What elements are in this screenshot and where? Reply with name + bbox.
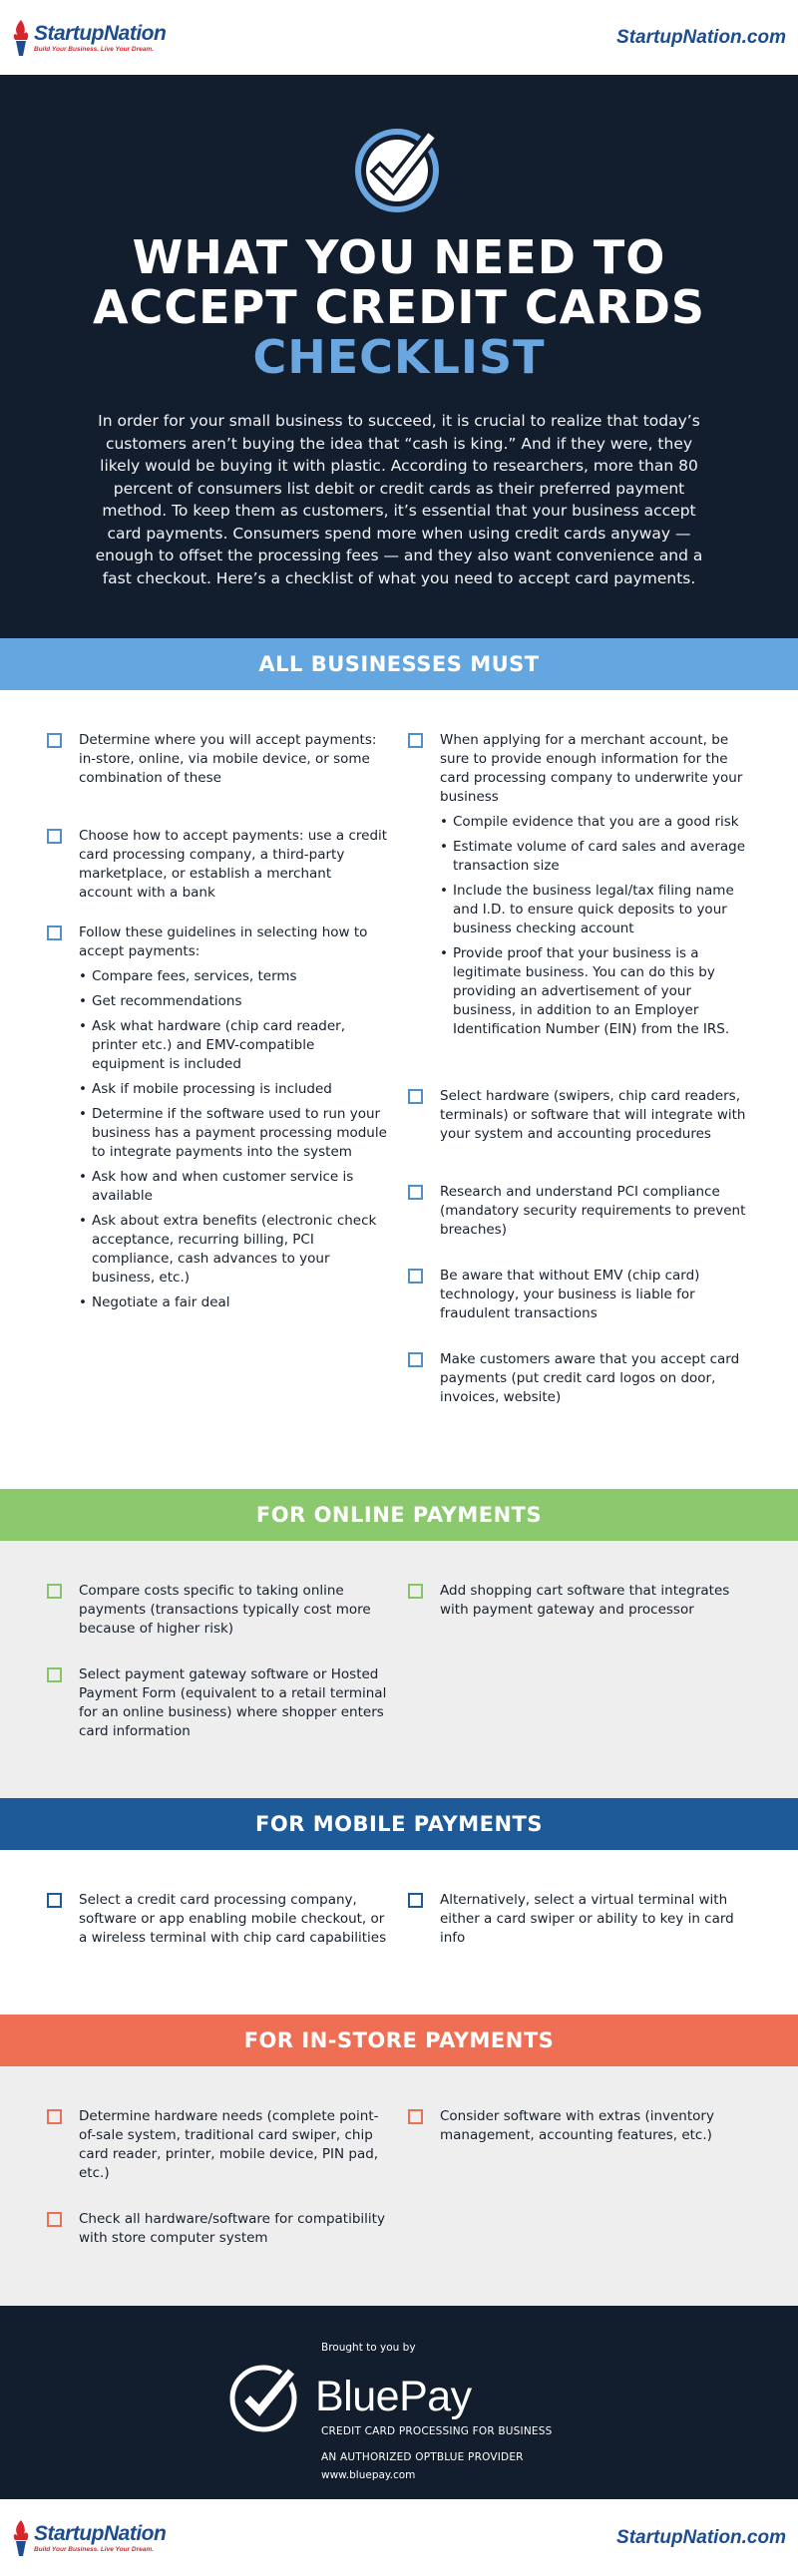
checkbox[interactable] [47,1667,62,1682]
checkbox[interactable] [47,925,62,940]
item-text: Add shopping cart software that integrates with payment gateway and processor [440,1583,730,1618]
torch-icon [10,18,32,58]
checklist-item [47,827,391,903]
item-text: Check all hardware/software for compatibility with store computer system [79,2211,385,2246]
sub-list [440,813,749,1039]
sub-item: • Estimate volume of card sales and average transaction size [440,838,749,876]
sub-item: • Include the business legal/tax filing name and I.D. to ensure quick deposits to your business checking account [440,882,749,938]
checklist-item [408,1087,752,1144]
item-label: Follow these guidelines in selecting how to accept payments: [79,924,368,959]
checkbox[interactable] [408,733,423,748]
checkbox[interactable] [408,1352,423,1367]
checkbox[interactable] [408,1893,423,1908]
checkbox[interactable] [408,1089,423,1104]
startupnation-logo[interactable] [10,18,166,58]
checklist-item [47,731,391,788]
item-text [79,923,388,1318]
checklist-item [408,731,752,1045]
section-heading-instore: FOR IN-STORE PAYMENTS [0,2015,798,2066]
section-online [0,1541,798,1798]
bluepay-logo[interactable] [227,2358,472,2435]
checkbox[interactable] [47,1893,62,1908]
section-instore [0,2066,798,2306]
top-bar [0,0,798,75]
item-text: Research and understand PCI compliance (mandatory security requirements to prevent breaches) [440,1184,746,1238]
sub-item: • Ask how and when customer service is available [79,1168,388,1206]
checklist-item [47,2210,391,2248]
checklist-item [47,2107,391,2183]
logo-name: StartupNation [34,21,167,45]
item-text: Determine where you will accept payments: in-store, online, via mobile device, or some combination of these [79,732,377,786]
checklist-item [408,1582,752,1620]
item-text: Alternatively, select a virtual terminal with either a card swiper or ability to key in card info [440,1892,734,1946]
checklist-item [47,923,391,1318]
checkbox[interactable] [47,2212,62,2227]
title-line-1: WHAT YOU NEED TO [132,230,666,284]
brought-by-label: Brought to you by [321,2342,416,2354]
sub-item: • Determine if the software used to run your business has a payment processing module to integrate payments into the system [79,1105,388,1162]
site-link[interactable]: StartupNation.com [616,26,786,48]
sub-item: • Ask what hardware (chip card reader, printer etc.) and EMV-compatible equipment is included [79,1017,388,1074]
checkbox[interactable] [408,1584,423,1599]
item-text: Consider software with extras (inventory management, accounting features, etc.) [440,2108,714,2143]
checklist-item [408,1350,752,1407]
section-heading-online: FOR ONLINE PAYMENTS [0,1489,798,1541]
bluepay-url[interactable]: www.bluepay.com [321,2469,416,2481]
item-text [440,731,749,1045]
item-text: Determine hardware needs (complete point-of-sale system, traditional card swiper, chip card reader, printer, mobile device, PIN pad, etc.) [79,2108,379,2181]
sub-list [79,967,388,1312]
checklist-item [47,1891,391,1948]
item-label: When applying for a merchant account, be sure to provide enough information for the card processing company to underwrite your business [440,732,743,805]
bluepay-provider: AN AUTHORIZED OPTBLUE PROVIDER [321,2451,524,2463]
item-text: Select a credit card processing company, software or app enabling mobile checkout, or a wireless terminal with chip card capabilities [79,1892,387,1946]
item-text: Be aware that without EMV (chip card) technology, your business is liable for fraudulent transactions [440,1268,700,1321]
section-heading-mobile: FOR MOBILE PAYMENTS [0,1798,798,1850]
item-text: Make customers aware that you accept card payments (put credit card logos on door, invoices, website) [440,1351,740,1405]
checkbox[interactable] [47,2109,62,2124]
checklist-item [408,1891,752,1948]
site-link-footer[interactable]: StartupNation.com [616,2526,786,2548]
bottom-bar [0,2499,798,2576]
title-line-2: ACCEPT CREDIT CARDS [92,280,706,334]
checkbox[interactable] [47,733,62,748]
checklist-item [408,1183,752,1240]
page-title [0,232,798,382]
sub-item: • Ask if mobile processing is included [79,1080,388,1099]
logo-tagline: Build Your Business. Live Your Dream. [34,2545,154,2553]
hero-section [0,75,798,638]
title-line-3: CHECKLIST [252,330,546,384]
checklist-item [408,1267,752,1323]
sub-item: • Compile evidence that you are a good risk [440,813,749,832]
item-text: Choose how to accept payments: use a credit card processing company, a third-party marketplace, or establish a merchant account with a bank [79,828,388,901]
checklist-item [47,1582,391,1639]
checkbox[interactable] [408,2109,423,2124]
item-text: Select hardware (swipers, chip card readers, terminals) or software that will integrate with your system and accounting procedures [440,1088,746,1142]
sub-item: • Get recommendations [79,992,388,1011]
bluepay-name: BluePay [315,2372,472,2420]
item-text: Compare costs specific to taking online payments (transactions typically cost more because of higher risk) [79,1583,371,1637]
intro-paragraph: In order for your small business to succeed, it is crucial to realize that today’s customers aren’t buying the idea that “cash is king.” And if they were, they likely would be buying it with plastic. According to researchers, more than 80 percent of consumers list debit or credit cards as their preferred payment method. To keep them as customers, it’s essential that your business accept card payments. Consumers spend more when using credit cards anyway — enough to offset the processing fees — and they also want convenience and a fast checkout. Here’s a checklist of what you need to accept card payments. [95,412,703,587]
startupnation-logo-footer[interactable] [10,2518,166,2558]
bluepay-check-icon [227,2358,305,2435]
sub-item: • Provide proof that your business is a legitimate business. You can do this by providing an advertisement of your business, in addition to an Employer Identification Number (EIN) from the IRS. [440,944,749,1039]
logo-tagline: Build Your Business. Live Your Dream. [34,45,154,53]
checkbox[interactable] [408,1185,423,1200]
checkbox[interactable] [47,829,62,844]
section-mobile [0,1850,798,2015]
sub-item: • Negotiate a fair deal [79,1293,388,1312]
sponsor-section [0,2306,798,2499]
torch-icon [10,2518,32,2558]
sub-item: • Compare fees, services, terms [79,967,388,986]
logo-name: StartupNation [34,2521,167,2545]
checkbox[interactable] [47,1584,62,1599]
checkbox[interactable] [408,1269,423,1284]
section-heading-all-businesses: ALL BUSINESSES MUST [0,638,798,690]
section-all-businesses [0,690,798,1489]
checkmark-circle-icon [351,119,447,214]
bluepay-tagline: CREDIT CARD PROCESSING FOR BUSINESS [321,2425,553,2437]
item-text: Select payment gateway software or Hosted Payment Form (equivalent to a retail terminal for an online business) where shopper enters card information [79,1666,387,1739]
checklist-item [408,2107,752,2145]
sub-item: • Ask about extra benefits (electronic check acceptance, recurring billing, PCI compliance, cash advances to your business, etc.) [79,1212,388,1288]
checklist-item [47,1665,391,1741]
